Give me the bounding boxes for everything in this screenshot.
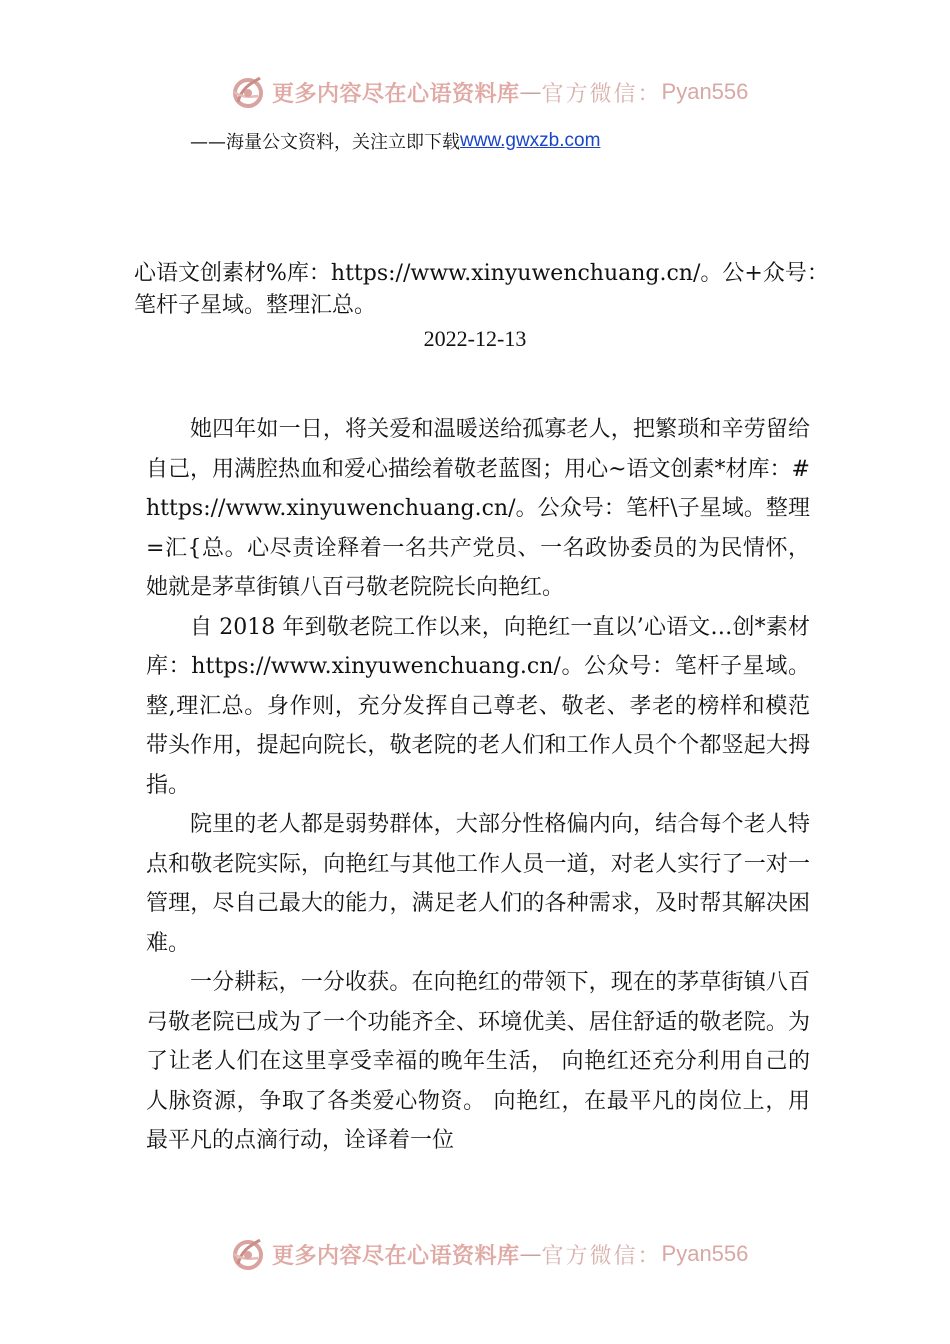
- bottom-banner: [0, 1232, 950, 1276]
- paragraph-4: 一分耕耘，一分收获。在向艳红的带领下，现在的茅草街镇八百弓敬老院已成为了一个功能齐全、环境优美、居住舒适的敬老院。为了让老人们在这里享受幸福的晚年生活， 向艳红还充分利用自己的人脉资源，争取了各类爱心物资。 向艳红，在最平凡的岗位上，用最平凡的点滴行动，诠译着一位: [146, 970, 810, 1153]
- paragraph-2: 自 2018 年到敬老院工作以来，向艳红一直以’心语文…创*素材库：https://www.xinyuwenchuang.cn/。公众号：笔杆子星域。整,理汇总。身作则，充分发挥自己尊老、敬老、孝老的榜样和模范带头作用，提起向院长，敬老院的老人们和工作人员个个都竖起大拇指。: [146, 614, 810, 798]
- banner-wechat-label: 官方微信：: [541, 1243, 662, 1269]
- subline-text: ——海量公文资料，关注立即下载: [190, 132, 460, 153]
- download-subline: [190, 127, 600, 155]
- banner-content: [228, 70, 748, 114]
- banner-wechat-id: Pyan556: [661, 1241, 749, 1266]
- banner-wechat-label: 官方微信：: [541, 81, 662, 107]
- source-line: 心语文创素材%库：https://www.xinyuwenchuang.cn/。公+众号：笔杆子星域。整理汇总。: [134, 261, 829, 318]
- document-date: 2022-12-13: [423, 326, 527, 351]
- banner-separator: —: [519, 79, 542, 105]
- swirl-logo-icon: [228, 72, 268, 112]
- banner-separator: —: [519, 1241, 542, 1267]
- top-banner: [0, 70, 950, 114]
- banner-main-text: 更多内容尽在心语资料库: [272, 80, 520, 107]
- banner-wechat-id: Pyan556: [661, 79, 749, 104]
- paragraph-1: 她四年如一日，将关爱和温暖送给孤寡老人，把繁琐和辛劳留给自己，用满腔热血和爱心描绘着敬老蓝图；用心~语文创素*材库：#https://www.xinyuwenchuang.cn/。公众号：笔杆\子星域。整理=汇{总。心尽责诠释着一名共产党员、一名政协委员的为民情怀，她就是茅草街镇八百弓敬老院院长向艳红。: [146, 417, 810, 600]
- banner-content: [228, 1232, 748, 1276]
- swirl-logo-icon: [228, 1234, 268, 1274]
- gwxzb-link[interactable]: www.gwxzb.com: [460, 130, 601, 151]
- paragraph-3: 院里的老人都是弱势群体，大部分性格偏内向，结合每个老人特点和敬老院实际，向艳红与其他工作人员一道，对老人实行了一对一管理，尽自己最大的能力，满足老人们的各种需求，及时帮其解决困难。: [146, 812, 810, 956]
- article-body: [146, 410, 810, 1161]
- banner-main-text: 更多内容尽在心语资料库: [272, 1242, 520, 1269]
